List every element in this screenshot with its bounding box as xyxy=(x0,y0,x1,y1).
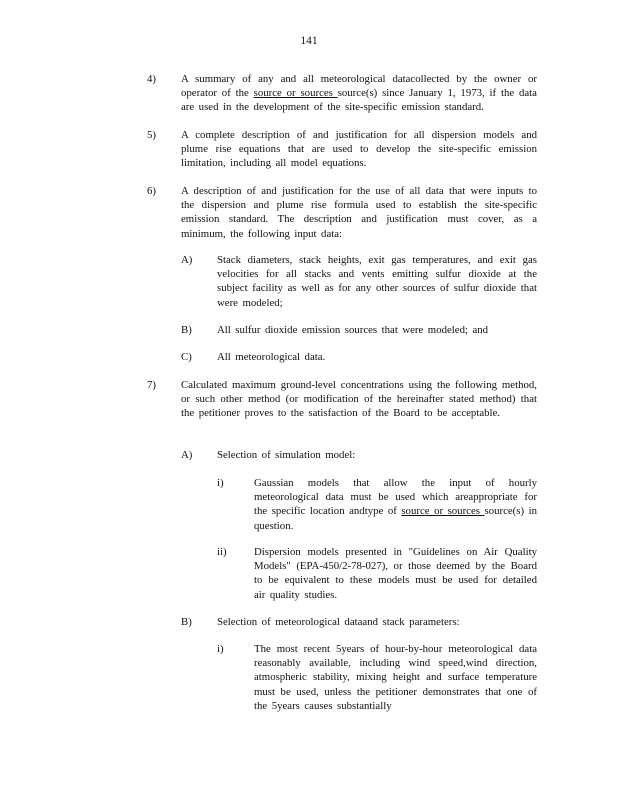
item-letter: B) xyxy=(181,324,192,336)
item-text: A complete description of and justification for all dispersion models and plume rise equations that are used to develop the site-specific emission limitation, including all model equations. xyxy=(181,129,537,170)
item-letter: A) xyxy=(181,254,193,266)
item-text: All meteorological data. xyxy=(217,351,326,363)
item-text-part: source(s) since January 1, 1973, if the data are used in the development of the site-specific emission standard. xyxy=(181,87,537,114)
item-text: Selection of simulation model: xyxy=(217,449,356,461)
list-item-6a xyxy=(181,253,537,310)
item-number: 5) xyxy=(147,129,156,141)
list-item-7b-i xyxy=(217,642,537,713)
item-roman: i) xyxy=(217,643,224,655)
item-text: Dispersion models presented in "Guidelines on Air Quality Models" (EPA-450/2-78-027), or those deemed by the Board to be equivalent to these models must be used for detailed air quality studies. xyxy=(254,546,537,601)
list-item-7a-ii xyxy=(217,545,537,602)
item-roman: ii) xyxy=(217,546,227,558)
page-number: 141 xyxy=(300,35,318,47)
item-text xyxy=(254,476,537,533)
list-item-6c xyxy=(181,350,537,364)
list-item-7a-i xyxy=(217,476,537,533)
list-item-6b xyxy=(181,323,537,337)
list-item-7 xyxy=(147,378,537,421)
item-text: A description of and justification for the use of all data that were inputs to the dispersion and plume rise formula used to establish the site-specific emission standard. The description and justification must cover, as a minimum, the following input data: xyxy=(181,185,537,240)
item-text: Calculated maximum ground-level concentrations using the following method, or such other method (or modification of the hereinafter stated method) that the petitioner proves to the satisfaction of the Board to be acceptable. xyxy=(181,379,537,420)
list-item-6 xyxy=(147,184,537,241)
underlined-text: source or sources xyxy=(253,87,338,100)
item-text xyxy=(181,72,537,115)
item-text: All sulfur dioxide emission sources that were modeled; and xyxy=(217,324,489,336)
item-text: The most recent 5years of hour-by-hour meteorological data reasonably available, including wind speed,wind direction, atmospheric stability, mixing height and surface temperature must be used, unless the petitioner demonstrates that one of the 5years causes substantially xyxy=(254,643,537,712)
list-item-7a xyxy=(181,448,537,462)
item-number: 6) xyxy=(147,185,156,197)
item-text: Selection of meteorological dataand stack parameters: xyxy=(217,616,460,628)
item-text-part: A summary of any and all meteorological datacollected by the owner or operator of the xyxy=(181,73,537,100)
underlined-text: source or sources xyxy=(401,505,485,518)
item-letter: B) xyxy=(181,616,192,628)
item-roman: i) xyxy=(217,477,224,489)
item-number: 7) xyxy=(147,379,156,391)
list-item-4 xyxy=(147,72,537,115)
item-text: Stack diameters, stack heights, exit gas temperatures, and exit gas velocities for all stacks and vents emitting sulfur dioxide at the subject facility as well as for any other sources of sulfur dioxide that were modeled; xyxy=(217,254,537,309)
item-text-part: source(s) in question. xyxy=(254,505,537,532)
item-letter: A) xyxy=(181,449,193,461)
list-item-5 xyxy=(147,128,537,171)
item-letter: C) xyxy=(181,351,192,363)
item-text-part: Gaussian models that allow the input of hourly meteorological data must be used which areappropriate for the specific location andtype of xyxy=(254,477,537,518)
list-item-7b xyxy=(181,615,537,629)
item-number: 4) xyxy=(147,73,156,85)
